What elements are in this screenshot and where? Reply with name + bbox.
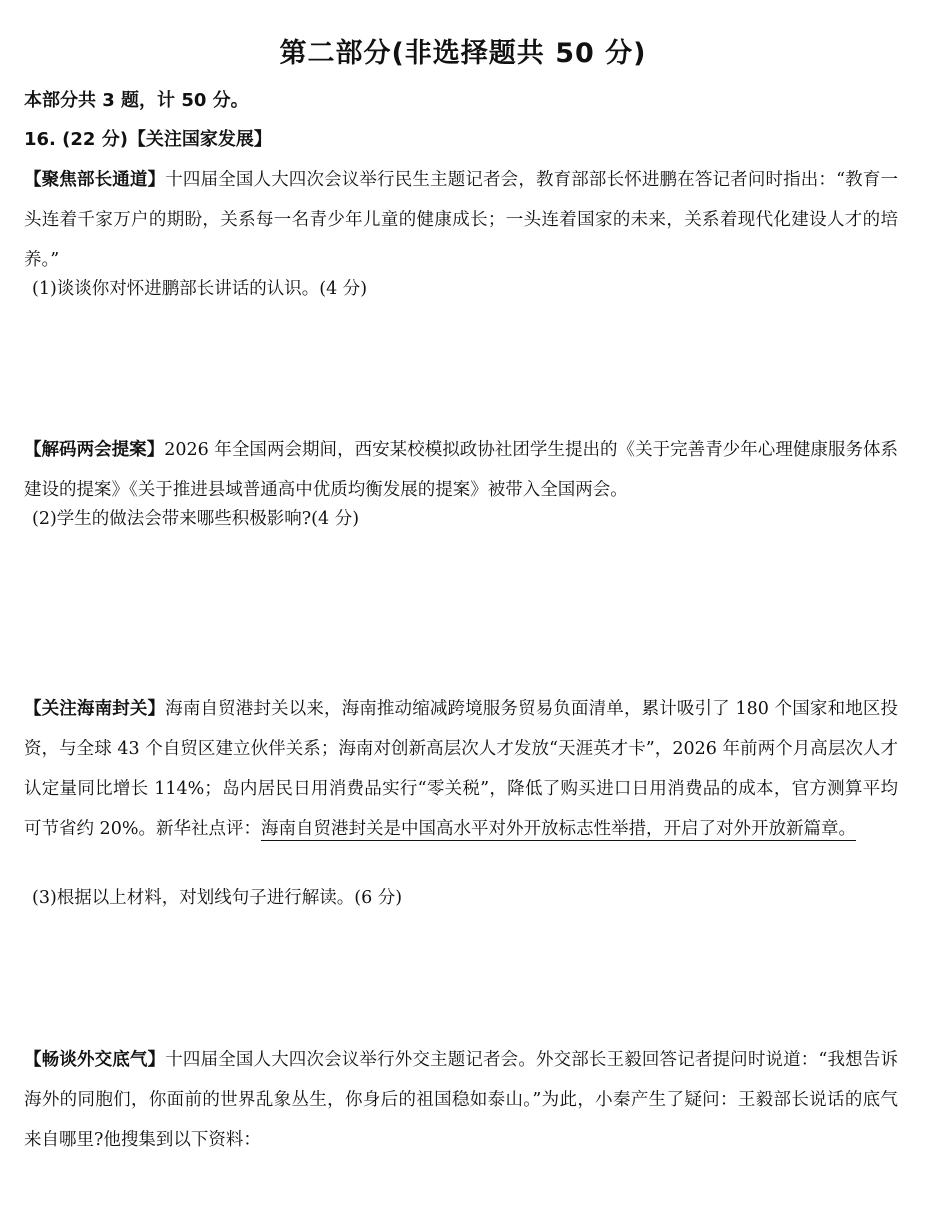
material-paragraph-2 bbox=[24, 430, 898, 510]
sub-question-2: (2)学生的做法会带来哪些积极影响?(4 分) bbox=[32, 509, 360, 529]
question-header: 16. (22 分)【关注国家发展】 bbox=[24, 129, 272, 150]
material-tag-2: 【解码两会提案】 bbox=[24, 440, 165, 460]
page-title: 第二部分(非选择题共 50 分) bbox=[279, 38, 647, 69]
material-text-4: 十四届全国人大四次会议举行外交主题记者会。外交部长王毅回答记者提问时说道：“我想告诉海外的同胞们，你面前的世界乱象丛生，你身后的祖国稳如泰山。”为此，小秦产生了疑问：王毅部长说话的底气来自哪里?他搜集到以下资料： bbox=[24, 1050, 898, 1150]
material-tag-4: 【畅谈外交底气】 bbox=[24, 1050, 166, 1070]
sub-question-1: (1)谈谈你对怀进鹏部长讲话的认识。(4 分) bbox=[32, 279, 368, 299]
material-paragraph-1 bbox=[24, 160, 898, 280]
material-text-1: 十四届全国人大四次会议举行民生主题记者会，教育部部长怀进鹏在答记者问时指出：“教育一头连着千家万户的期盼，关系每一名青少年儿童的健康成长；一头连着国家的未来，关系着现代化建设人才的培养。” bbox=[24, 170, 898, 270]
section-intro: 本部分共 3 题，计 50 分。 bbox=[24, 90, 249, 111]
material-paragraph-3 bbox=[24, 689, 898, 849]
material-tag-1: 【聚焦部长通道】 bbox=[24, 170, 166, 190]
material-paragraph-4 bbox=[24, 1040, 898, 1160]
material-text-2: 2026 年全国两会期间，西安某校模拟政协社团学生提出的《关于完善青少年心理健康服务体系建设的提案》《关于推进县域普通高中优质均衡发展的提案》被带入全国两会。 bbox=[24, 440, 898, 500]
material-text-3: 海南自贸港封关以来，海南推动缩减跨境服务贸易负面清单，累计吸引了 180 个国家和地区投资，与全球 43 个自贸区建立伙伴关系；海南对创新高层次人才发放“天涯英才卡”，2026 年前两个月高层次人才认定量同比增长 114%；岛内居民日用消费品实行“零关税”，降低了购买进口日用消费品的成本，官方测算平均可节省约 20%。新华社点评： bbox=[24, 699, 899, 839]
material-tag-3: 【关注海南封关】 bbox=[24, 699, 166, 719]
sub-question-3: (3)根据以上材料，对划线句子进行解读。(6 分) bbox=[32, 888, 403, 908]
underlined-sentence: 海南自贸港封关是中国高水平对外开放标志性举措，开启了对外开放新篇章。 bbox=[260, 819, 856, 839]
